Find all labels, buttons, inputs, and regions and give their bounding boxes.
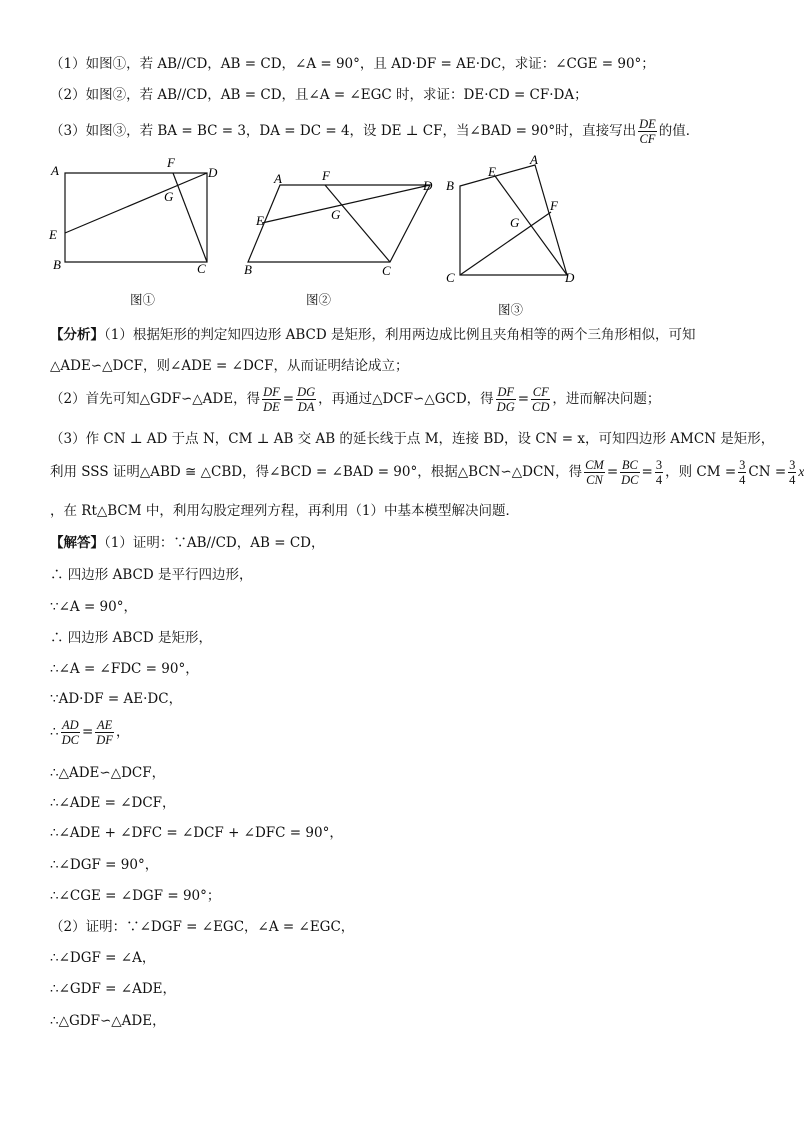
solution-line-10: ∴∠ADE + ∠DFC = ∠DCF + ∠DFC = 90°， — [50, 825, 343, 841]
solution-line-11: ∴∠DGF = 90°， — [50, 857, 159, 873]
fig2-label-b: B — [244, 262, 252, 277]
fig1-label-e: E — [49, 227, 57, 242]
analysis-part-2: （2）首先可知△GDF∽△ADE，得 $\frac{DF}{DE}$ = $\frac{DG}{DA}$ ，再通过△DCF∽△GCD，得 $\frac{DF}{DG}$ = $\frac{CF}{CD}$ ，进而解决问题； — [50, 385, 661, 414]
figure-2-caption: 图② — [306, 292, 332, 307]
solution-line-15: ∴∠GDF = ∠ADE， — [50, 981, 177, 997]
fig1-label-c: C — [197, 261, 206, 276]
fraction-de-cf: $\frac{DE}{CF}$ — [639, 117, 656, 146]
fig2-label-g: G — [331, 207, 341, 222]
solution-line-12: ∴∠CGE = ∠DGF = 90°； — [50, 888, 221, 904]
figure-1-diagram — [45, 155, 225, 280]
fig1-label-f: F — [167, 155, 175, 170]
fig3-label-a: A — [530, 152, 538, 167]
fig2-label-d: D — [423, 178, 433, 193]
fig3-label-b: B — [446, 178, 454, 193]
analysis-part-3-end: ，在 Rt△BCM 中，利用勾股定理列方程，再利用（1）中基本模型解决问题． — [50, 503, 519, 519]
fig1-label-g: G — [164, 189, 174, 204]
fig1-label-a: A — [51, 163, 59, 178]
figure-3-caption: 图③ — [498, 302, 524, 317]
analysis-part-3: （3）作 CN ⊥ AD 于点 N，CM ⊥ AB 交 AB 的延长线于点 M，连接 BD，设 CN = x，可知四边形 AMCN 是矩形， — [50, 431, 775, 447]
solution-line-1: 【解答】（1）证明：∵AB//CD，AB = CD， — [50, 535, 325, 551]
figure-2-diagram — [240, 165, 440, 280]
solution-line-8: ∴△ADE∽△DCF， — [50, 765, 166, 781]
fig3-label-e: E — [488, 164, 496, 179]
fig3-label-d: D — [565, 270, 575, 285]
solution-line-3: ∵∠A = 90°， — [50, 599, 137, 615]
fig1-label-b: B — [53, 257, 61, 272]
solution-line-13: （2）证明：∵∠DGF = ∠EGC，∠A = ∠EGC， — [50, 919, 355, 935]
fig2-label-e: E — [256, 213, 264, 228]
problem-part-3: （3）如图③，若 BA = BC = 3，DA = DC = 4，设 DE ⊥ CF，当∠BAD = 90°时，直接写出 $\frac{DE}{CF}$ 的值． — [50, 117, 700, 146]
problem-part-2: （2）如图②，若 AB//CD，AB = CD，且∠A = ∠EGC 时，求证：DE·CD = CF·DA； — [50, 87, 588, 103]
solution-line-16: ∴△GDF∽△ADE， — [50, 1013, 166, 1029]
analysis-part-3-cont: 利用 SSS 证明△ABD ≅ △CBD，得∠BCD = ∠BAD = 90°，根据△BCN∽△DCN，得 $\frac{CM}{CN}$ = $\frac{BC}{DC}$ = $\frac{3}{4}$ ，则 CM = $\frac{3}{4}$ CN = $\frac{3}{4}$ x — [50, 458, 804, 487]
analysis-tag: 【分析】 — [50, 327, 104, 343]
figure-3-diagram — [440, 150, 590, 290]
fig3-label-c: C — [446, 270, 455, 285]
fig3-label-g: G — [510, 215, 520, 230]
solution-tag: 【解答】 — [50, 535, 104, 551]
solution-line-5: ∴∠A = ∠FDC = 90°， — [50, 661, 199, 677]
solution-line-2: ∴ 四边形 ABCD 是平行四边形， — [50, 567, 253, 583]
solution-line-6: ∵AD·DF = AE·DC， — [50, 691, 183, 707]
fig2-label-c: C — [382, 263, 391, 278]
fig2-label-a: A — [274, 171, 282, 186]
problem-part-1: （1）如图①，若 AB//CD，AB = CD，∠A = 90°，且 AD·DF = AE·DC，求证：∠CGE = 90°； — [50, 56, 655, 72]
analysis-part-1: 【分析】（1）根据矩形的判定知四边形 ABCD 是矩形，利用两边成比例且夹角相等的两个三角形相似，可知 — [50, 327, 696, 343]
fig3-label-f: F — [550, 198, 558, 213]
fig2-label-f: F — [322, 168, 330, 183]
solution-line-7: ∴ $\frac{AD}{DC}$ = $\frac{AE}{DF}$ ， — [50, 718, 130, 747]
solution-line-9: ∴∠ADE = ∠DCF， — [50, 795, 176, 811]
figure-1-caption: 图① — [130, 292, 156, 307]
solution-line-4: ∴ 四边形 ABCD 是矩形， — [50, 630, 212, 646]
solution-line-14: ∴∠DGF = ∠A， — [50, 950, 156, 966]
fig1-label-d: D — [208, 165, 218, 180]
analysis-part-1-cont: △ADE∽△DCF，则∠ADE = ∠DCF，从而证明结论成立； — [50, 358, 409, 374]
